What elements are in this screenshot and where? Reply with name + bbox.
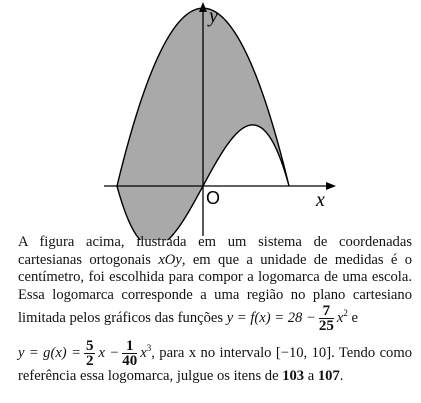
statement-paragraph: A figura acima, ilustrada em um sistema de coordenadas cartesianas ortogonais xOy, em que a unidade de medidas é o centímetro, foi escolhida para compor a logomarca de uma escola. Essa logomarca corresponde a uma região no plano cartesiano limitada pelos gráficos das funções y = f(x) = 28 − $\frac{7}{25}$ $x^2$ e: [18, 234, 413, 334]
g-paragraph: y = g(x) = $\frac{5}{2}$ x − $\frac{1}{40}$ $x^3$, para x no intervalo [−10, 10]. Tendo como referência essa logomarca, julgue os itens de 103 a 107.: [18, 338, 412, 384]
f-fraction: $\frac{7}{25}$: [318, 303, 334, 334]
y-axis-arrow: [199, 2, 207, 12]
y-axis-label: y: [209, 5, 218, 27]
g-fraction-1: $\frac{5}{2}$: [85, 338, 94, 369]
f-definition: y = f(x) = 28 −: [226, 309, 316, 326]
g-fraction-2: $\frac{1}{40}$: [122, 338, 138, 369]
x-axis-label: x: [316, 189, 325, 211]
item-start: 103: [282, 368, 305, 384]
origin-label: O: [206, 188, 221, 208]
g-definition: y = g(x) =: [18, 344, 81, 361]
problem-statement: [18, 234, 412, 386]
item-end: 107: [317, 368, 340, 384]
x-axis-arrow: [326, 182, 336, 190]
